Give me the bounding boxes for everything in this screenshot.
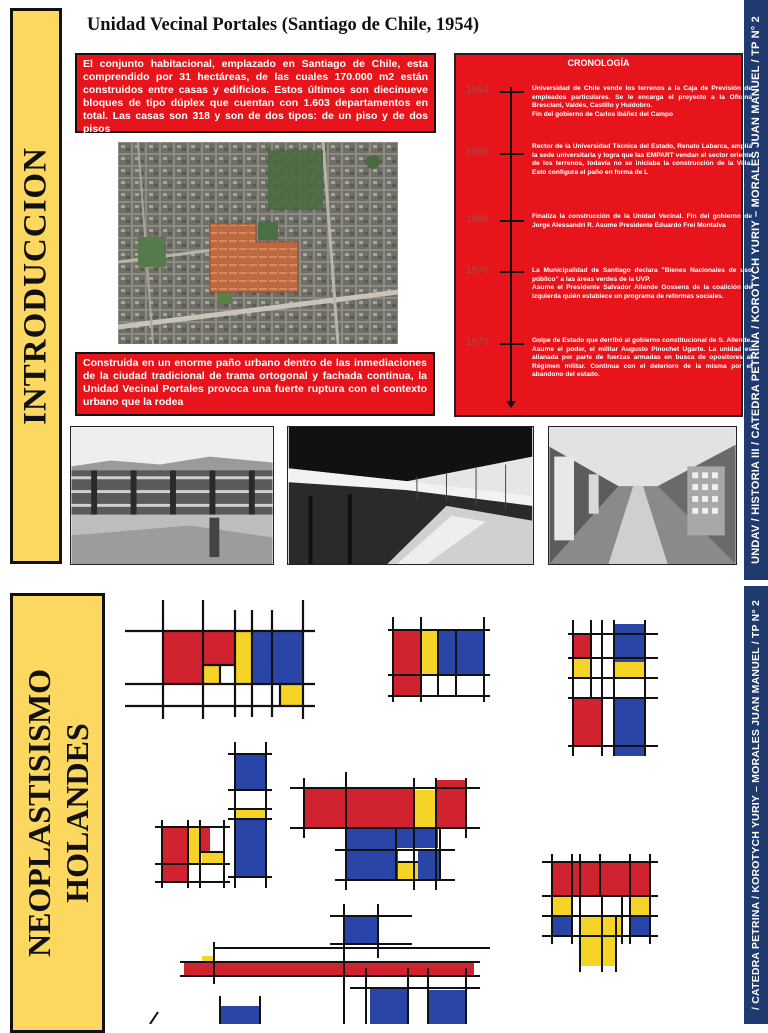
context-text-box: Construida en un enorme paño urbano dentro de las inmediaciones de la ciudad tradicional de trama ortogonal y fachada continua, la Unidad Vecinal Portales provoca una fuerte ruptura con el contexto urbano que la rodea <box>75 352 435 416</box>
chronology-year: 1970 <box>466 265 489 276</box>
aerial-map-image <box>118 142 398 344</box>
neoplasticism-label-line2: HOLANDES <box>58 723 95 903</box>
page-title: Unidad Vecinal Portales (Santiago de Chile, 1954) <box>86 15 480 35</box>
timeline-tick <box>500 153 524 155</box>
chronology-year: 1954 <box>466 85 489 96</box>
chronology-title: CRONOLOGÍA <box>567 58 630 68</box>
building-photo-2 <box>287 426 534 565</box>
credits-sidebar-bottom <box>744 586 768 1024</box>
timeline-axis <box>510 87 512 405</box>
chronology-event: Golpe de Estado que derribó al gobierno constitucional de S. Allende. Asume el poder, el militar Augusto Pinochet Ugarte. La unidad es allanada por parte de fuerzas armadas en busca de opositores al Régimen militar. Continua con el deterioro de la misma por el abandono del estado. <box>532 337 752 379</box>
credits-text-top: UNDAV / HISTORIA III / CATEDRA PETRINA / KOROTYCH YURIY – MORALES JUAN MANUEL / TP N° 2 <box>750 16 762 564</box>
neoplasticism-compositions <box>110 592 740 1024</box>
chronology-event: Rector de la Universidad Técnica del Estado, Renato Labarca, amplía la sede universitaria y logra que las EMPART vendan el sector oriente de los terrenos, todavía no se iniciaba la construcción de la Villa. Esto configura el paño en forma de L <box>532 143 752 176</box>
intro-text-box: El conjunto habitacional, emplazado en Santiago de Chile, esta comprendido por 31 hectáreas, de las cuales 170.000 m2 están construidos entre casas y edificios. Estos últimos son diecinueve bloques de tipo dúplex que cuentan con 1.603 departamentos en total. Las casas son 318 y son de dos tipos: de un piso y de dos pisos <box>75 53 436 133</box>
composition-1 <box>125 600 315 719</box>
chronology-year: 1973 <box>466 337 489 348</box>
composition-5 <box>155 820 230 888</box>
chronology-event: Universidad de Chile vende los terrenos a la Caja de Previsión de empleados particulares. Se le encarga el proyecto a la Oficina Bresciani, Valdés, Castillo y Huidobro. Fin del gobierno de Carlos Ibáñez del Campo <box>532 85 752 118</box>
timeline-arrow-icon <box>506 401 516 408</box>
neoplasticism-section-label-box <box>10 593 105 1033</box>
timeline-tick <box>500 271 524 273</box>
neoplasticism-label-line1: NEOPLASTISISMO <box>20 668 57 958</box>
composition-2 <box>388 617 490 702</box>
timeline-tick <box>500 343 524 345</box>
composition-8 <box>150 904 490 1024</box>
building-photo-3 <box>548 426 737 565</box>
intro-section-label-box <box>10 8 62 564</box>
chronology-event: Finaliza la construcción de la Unidad Vecinal. Fin del gobierno de Jorge Alessandri R. Asume Presidente Eduardo Frei Montalva <box>532 213 752 229</box>
composition-4 <box>228 742 272 888</box>
timeline-tick <box>500 220 524 222</box>
chronology-year: 1959 <box>466 147 489 158</box>
chronology-event: La Municipalidad de Santiago declara "Bienes Nacionales de uso público" a las áreas verdes de la UVP. Asume el Presidente Salvador Allende Gossens de la coalición de izquierda quién establece un programa de reformas sociales. <box>532 267 752 300</box>
building-photo-1 <box>70 426 274 565</box>
composition-7 <box>542 854 658 972</box>
neoplasticism-section-label <box>20 669 96 957</box>
composition-6 <box>290 772 480 890</box>
intro-section-label: INTRODUCCION <box>17 147 54 425</box>
timeline-tick <box>500 91 524 93</box>
chronology-year: 1966 <box>466 214 489 225</box>
composition-3 <box>568 620 658 756</box>
chronology-panel <box>454 53 752 417</box>
credits-text-bottom: / CATEDRA PETRINA / KOROTYCH YURIY – MORALES JUAN MANUEL / TP N° 2 <box>750 599 762 1011</box>
